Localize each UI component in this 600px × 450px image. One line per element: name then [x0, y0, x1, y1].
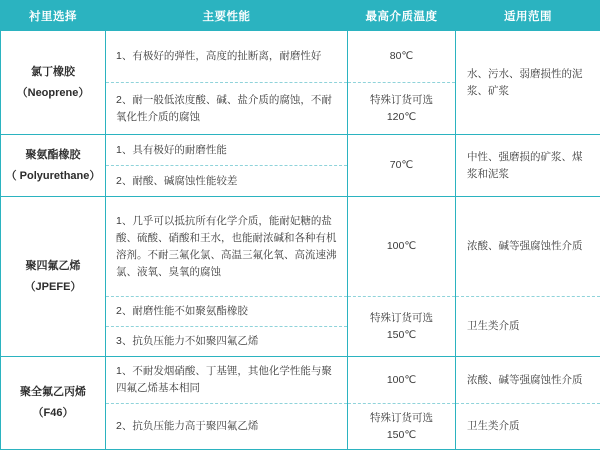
property-cell: 2、耐一般低浓度酸、碱、盐介质的腐蚀，不耐氧化性介质的腐蚀 — [106, 83, 348, 135]
temperature-cell — [348, 135, 456, 197]
temperature-note: 特殊订货可选 — [352, 92, 451, 109]
temperature-value: 80℃ — [352, 48, 451, 65]
material-cell — [1, 197, 106, 357]
temperature-cell — [348, 297, 456, 357]
property-cell: 3、抗负压能力不如聚四氟乙烯 — [106, 327, 348, 357]
temperature-value: 100℃ — [352, 372, 451, 389]
temperature-cell — [348, 357, 456, 404]
property-cell: 2、耐磨性能不如聚氨酯橡胶 — [106, 297, 348, 327]
column-header-scope: 适用范围 — [456, 1, 600, 31]
temperature-note: 特殊订货可选 — [352, 410, 451, 427]
scope-cell: 浓酸、碱等强腐蚀性介质 — [456, 357, 600, 404]
property-cell: 1、几乎可以抵抗所有化学介质，能耐妃糖的盐酸、硫酸、硝酸和王水，也能耐浓碱和各种有机溶剂。不耐三氟化氯、高温三氟化氧、高流速沸氯、液氧、臭氧的腐蚀 — [106, 197, 348, 297]
temperature-value: 150℃ — [352, 427, 451, 444]
scope-cell: 卫生类介质 — [456, 297, 600, 357]
material-name-en: （ Polyurethane） — [5, 168, 101, 185]
table-header-row — [1, 1, 600, 31]
scope-cell: 水、污水、弱磨损性的泥浆、矿浆 — [456, 31, 600, 135]
column-header-lining: 衬里选择 — [1, 1, 106, 31]
material-cell — [1, 31, 106, 135]
material-name-en: （JPEFE） — [5, 279, 101, 296]
property-cell: 2、抗负压能力高于聚四氟乙烯 — [106, 404, 348, 450]
temperature-cell — [348, 31, 456, 83]
material-name-en: （Neoprene） — [5, 85, 101, 102]
table-row — [1, 31, 600, 83]
material-name-cn: 聚氨酯橡胶 — [5, 147, 101, 164]
material-cell — [1, 135, 106, 197]
scope-cell: 浓酸、碱等强腐蚀性介质 — [456, 197, 600, 297]
temperature-value: 150℃ — [352, 327, 451, 344]
property-cell: 1、不耐发烟硝酸、丁基锂，其他化学性能与聚四氟乙烯基本相同 — [106, 357, 348, 404]
column-header-max-temp: 最高介质温度 — [348, 1, 456, 31]
column-header-properties: 主要性能 — [106, 1, 348, 31]
temperature-value: 100℃ — [352, 238, 451, 255]
temperature-value: 120℃ — [352, 109, 451, 126]
table-row — [1, 197, 600, 297]
material-name-en: （F46） — [5, 405, 101, 422]
material-name-cn: 聚四氟乙烯 — [5, 258, 101, 275]
temperature-cell — [348, 197, 456, 297]
table-row — [1, 357, 600, 404]
property-cell: 1、具有极好的耐磨性能 — [106, 135, 348, 166]
scope-cell: 卫生类介质 — [456, 404, 600, 450]
temperature-cell — [348, 83, 456, 135]
temperature-value: 70℃ — [352, 157, 451, 174]
property-cell: 2、耐酸、碱腐蚀性能较差 — [106, 166, 348, 197]
material-cell — [1, 357, 106, 450]
material-name-cn: 聚全氟乙丙烯 — [5, 384, 101, 401]
table-row — [1, 135, 600, 166]
property-cell: 1、有极好的弹性，高度的扯断离，耐磨性好 — [106, 31, 348, 83]
scope-cell: 中性、强磨损的矿浆、煤浆和泥浆 — [456, 135, 600, 197]
material-name-cn: 氯丁橡胶 — [5, 64, 101, 81]
temperature-note: 特殊订货可选 — [352, 310, 451, 327]
